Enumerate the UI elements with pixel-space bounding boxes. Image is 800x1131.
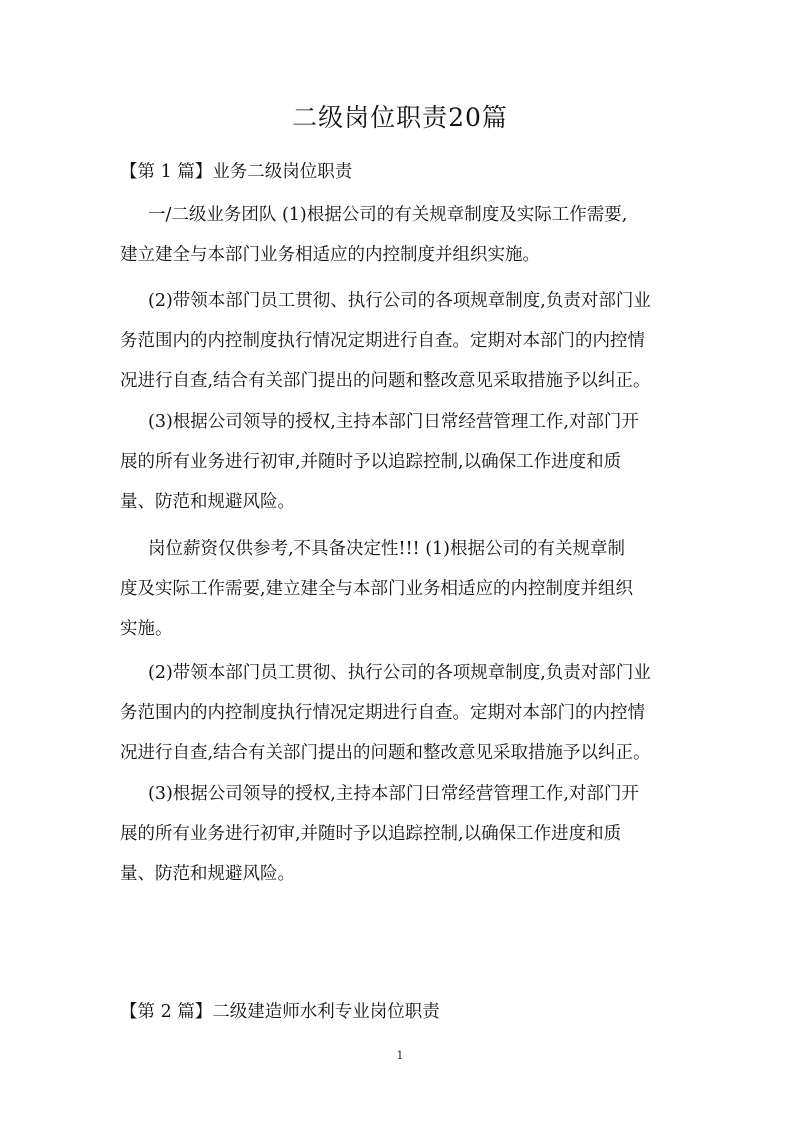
paragraph-line: 岗位薪资仅供参考,不具备决定性!!! (1)根据公司的有关规章制: [148, 539, 626, 559]
paragraph-line: (2)带领本部门员工贯彻、执行公司的各项规章制度,负责对部门业: [148, 663, 651, 683]
paragraph-line: 量、防范和规避风险。: [120, 492, 295, 512]
paragraph: [120, 281, 700, 401]
paragraph-line: 展的所有业务进行初审,并随时予以追踪控制,以确保工作进度和质: [120, 824, 622, 844]
paragraph-line: (3)根据公司领导的授权,主持本部门日常经营管理工作,对部门开: [148, 784, 639, 804]
paragraph-line: 量、防范和规避风险。: [120, 864, 295, 884]
paragraph-line: 一/二级业务团队 (1)根据公司的有关规章制度及实际工作需要,: [148, 205, 628, 225]
paragraph: [120, 774, 700, 894]
paragraph-line: (3)根据公司领导的授权,主持本部门日常经营管理工作,对部门开: [148, 412, 639, 432]
paragraph: [120, 653, 700, 773]
paragraph: [120, 195, 700, 275]
paragraph-line: 展的所有业务进行初审,并随时予以追踪控制,以确保工作进度和质: [120, 452, 622, 472]
section-1-heading: 【第 1 篇】业务二级岗位职责: [120, 162, 353, 182]
paragraph-line: 建立建全与本部门业务相适应的内控制度并组织实施。: [120, 245, 540, 265]
paragraph-line: 务范围内的内控制度执行情况定期进行自查。定期对本部门的内控情: [120, 703, 645, 723]
paragraph: [120, 402, 700, 522]
paragraph-line: (2)带领本部门员工贯彻、执行公司的各项规章制度,负责对部门业: [148, 291, 651, 311]
paragraph-line: 况进行自查,结合有关部门提出的问题和整改意见采取措施予以纠正。: [120, 371, 651, 391]
paragraph-line: 况进行自查,结合有关部门提出的问题和整改意见采取措施予以纠正。: [120, 743, 651, 763]
paragraph-line: 实施。: [120, 619, 173, 639]
page-number: 1: [396, 1049, 404, 1062]
document-title: 二级岗位职责20篇: [292, 103, 508, 132]
paragraph: [120, 529, 700, 649]
paragraph-line: 务范围内的内控制度执行情况定期进行自查。定期对本部门的内控情: [120, 331, 645, 351]
paragraph-line: 度及实际工作需要,建立建全与本部门业务相适应的内控制度并组织: [120, 579, 634, 599]
section-2-heading: 【第 2 篇】二级建造师水利专业岗位职责: [120, 1002, 440, 1022]
